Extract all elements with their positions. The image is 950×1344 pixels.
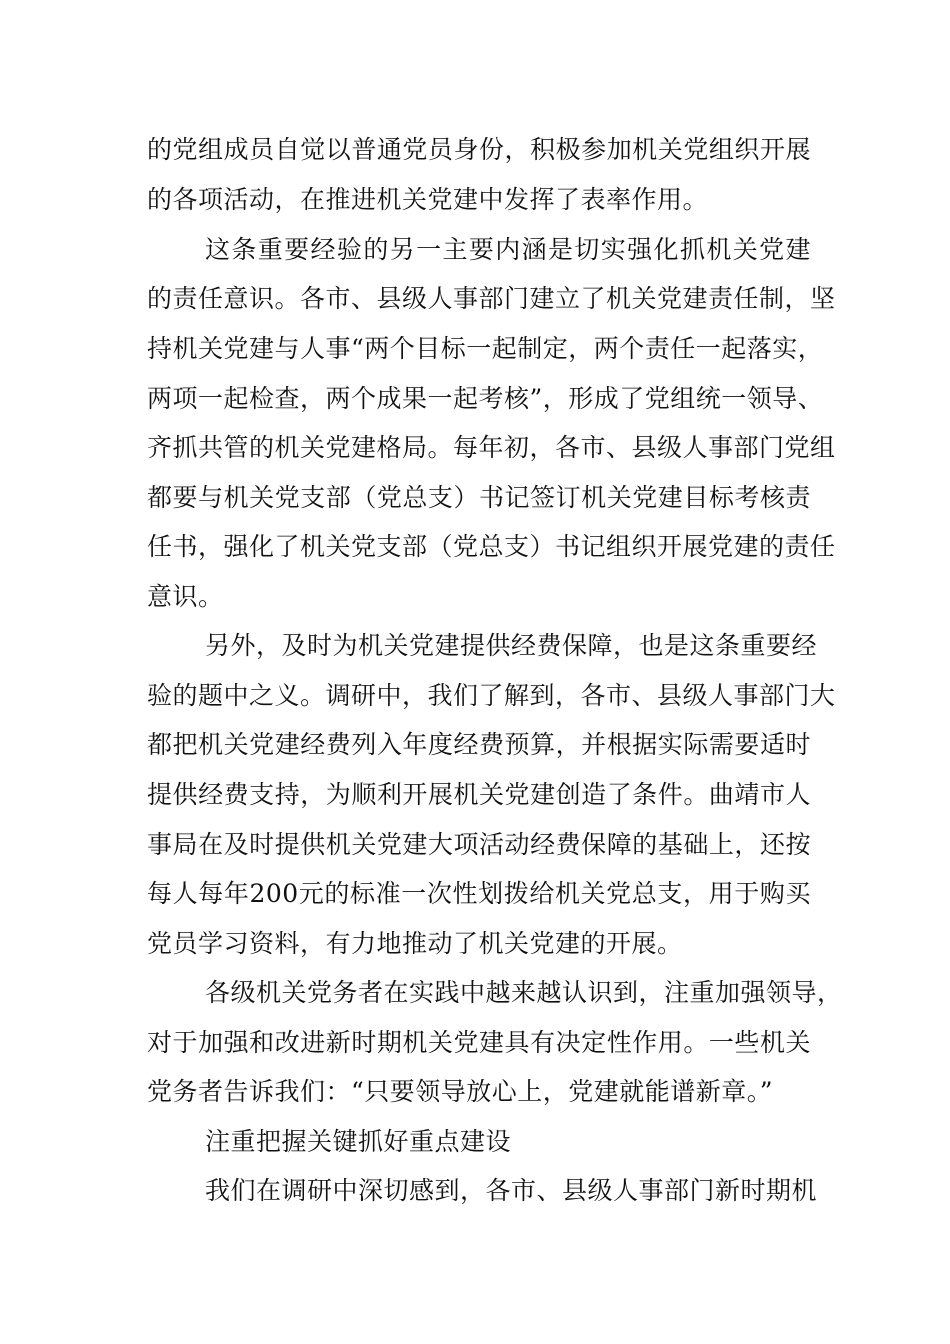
text-line: 我们在调研中深切感到，各市、县级人事部门新时期机	[205, 1176, 818, 1205]
text-line: 持机关党建与人事“两个目标一起制定，两个责任一起落实，	[147, 334, 824, 363]
text-line: 都要与机关党支部（党总支）书记签订机关党建目标考核责	[147, 483, 811, 512]
text-line: 两项一起检查，两个成果一起考核”，形成了党组统一领导、	[147, 384, 824, 413]
text-line: 的党组成员自觉以普通党员身份，积极参加机关党组织开展	[147, 135, 811, 164]
text-line: 这条重要经验的另一主要内涵是切实强化抓机关党建	[205, 235, 811, 264]
text-line: 党务者告诉我们：“只要领导放心上，党建就能谱新章。”	[147, 1077, 774, 1106]
text-line: 的责任意识。各市、县级人事部门建立了机关党建责任制，坚	[147, 284, 836, 313]
text-line: 党员学习资料，有力地推动了机关党建的开展。	[147, 929, 683, 958]
text-line: 提供经费支持，为顺利开展机关党建创造了条件。曲靖市人	[147, 780, 811, 809]
text-line: 任书，强化了机关党支部（党总支）书记组织开展党建的责任	[147, 532, 836, 561]
text-line: 齐抓共管的机关党建格局。每年初，各市、县级人事部门党组	[147, 433, 836, 462]
text-line: 每人每年200元的标准一次性划拨给机关党总支，用于购买	[147, 879, 811, 908]
text-line: 另外，及时为机关党建提供经费保障，也是这条重要经	[205, 631, 818, 660]
text-line: 验的题中之义。调研中，我们了解到，各市、县级人事部门大	[147, 681, 836, 710]
section-heading: 注重把握关键抓好重点建设	[205, 1127, 512, 1156]
text-line: 的各项活动，在推进机关党建中发挥了表率作用。	[147, 185, 709, 214]
text-line: 事局在及时提供机关党建大项活动经费保障的基础上，还按	[147, 830, 811, 859]
text-line: 意识。	[147, 582, 224, 611]
text-line: 都把机关党建经费列入年度经费预算，并根据实际需要适时	[147, 730, 811, 759]
text-line: 对于加强和改进新时期机关党建具有决定性作用。一些机关	[147, 1028, 811, 1057]
text-line: 各级机关党务者在实践中越来越认识到，注重加强领导，	[205, 978, 843, 1007]
